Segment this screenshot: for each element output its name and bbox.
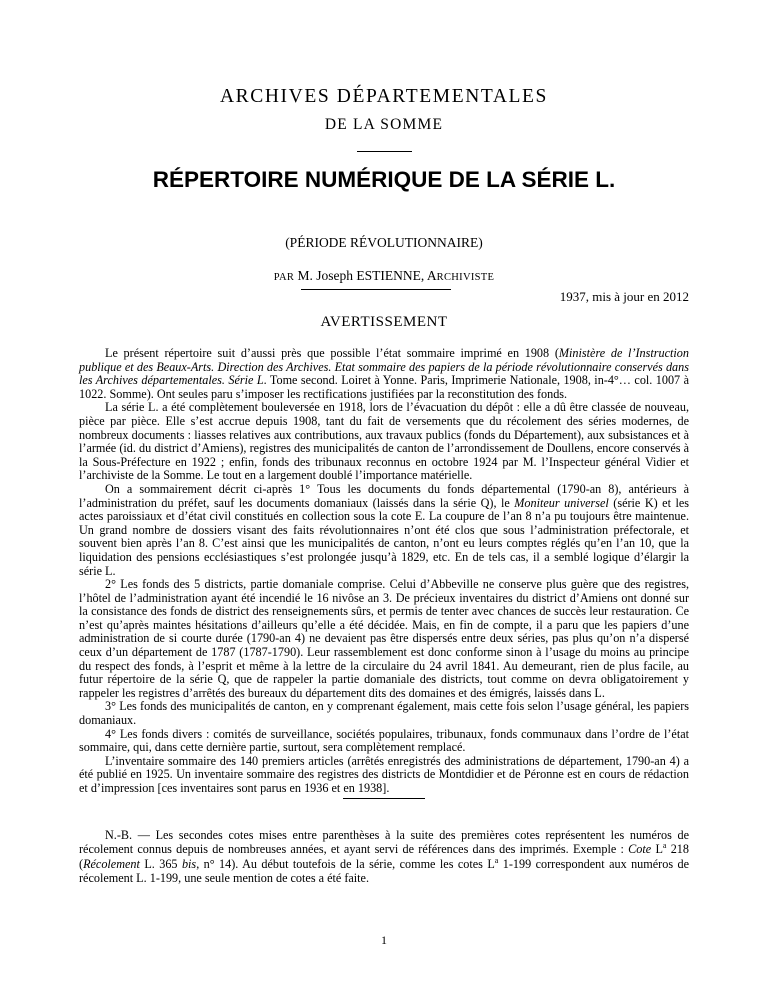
section-heading: AVERTISSEMENT [320, 314, 448, 330]
author-line [0, 268, 768, 284]
archive-title: ARCHIVES DÉPARTEMENTALES [219, 86, 548, 107]
author-role-initial: A [426, 268, 437, 283]
author-prefix: PAR [273, 272, 295, 283]
paragraph: 2° Les fonds des 5 districts, partie domaniale comprise. Celui d’Abbeville ne conserve plus guère que des registres, l’hôtel de l’administration ayant été incendié le 16 nivôse an 3. De précieux inventaires du district d’Amiens ont donné sur la consistance des fonds de district des renseignements sûrs, et permis de tenter avec chances de succès leur restauration. Ce n’est qu’après maintes hésitations d’ailleurs qu’elle a été décidée. Mais, en fin de compte, il a paru que les papiers d’une administration de si courte durée (1790-an 4) ne devaient pas être dispersés entre deux séries, pas plus qu’on n’a dispersé ceux d’un département de 1787 (1787-1790). Leur rassemblement est donc conforme sinon à l’usage du moins au principe du respect des fonds, à l’esprit et même à la lettre de la circulaire du 24 avril 1841. Au demeurant, rien de plus facile, au futur répertoire de la série Q, que de rappeler la partie domaniale des districts, tout comme on devra obligatoirement y rappeler les registres d’arrêtés des bureaux du département dits des domaines et des émigrés, laissés dans L. [79, 577, 689, 700]
paragraph: 4° Les fonds divers : comités de surveillance, sociétés populaires, tribunaux, fonds communaux dans l’ordre de l’état sommaire, qui, dans cette dernière partie, surtout, sera complètement remplacé. [79, 726, 689, 755]
paragraph: L’inventaire sommaire des 140 premiers articles (arrêtés enregistrés des administrations de département, 1790-an 4) a été publié en 1925. Un inventaire sommaire des registres des districts de Montdidier et de Péronne est en cours de rédaction et d’impression [ces inventaires sont parus en 1936 et en 1938]. [79, 753, 689, 795]
short-divider [357, 151, 412, 152]
page-number: 1 [381, 933, 387, 947]
author-name: M. Joseph ESTIENNE, [294, 268, 427, 283]
paragraph: 3° Les fonds des municipalités de canton, en y comprenant également, mais cette fois selon l’usage général, les papiers domaniaux. [79, 699, 689, 728]
archive-subtitle: DE LA SOMME [324, 116, 444, 133]
page-title: RÉPERTOIRE NUMÉRIQUE DE LA SÉRIE L. [152, 167, 616, 192]
divider [343, 798, 425, 799]
divider [301, 289, 451, 290]
footnote: N.-B. — Les secondes cotes mises entre parenthèses à la suite des premières cotes représentent les numéros de récolement connus depuis de nombreuses années, et ayant servi de références dans des imprimés. Exemple : Cote $L^a$ 218 (Récolement L. 365 bis, n° 14). Au début toutefois de la série, comme les cotes $L^a$ 1-199 correspondent aux numéros de récolement L. 1-199, une seule mention de cotes a été faite. [79, 828, 689, 886]
period-subtitle: (PÉRIODE RÉVOLUTIONNAIRE) [285, 235, 483, 250]
paragraph: Le présent répertoire suit d’aussi près que possible l’état sommaire imprimé en 1908 (Ministère de l’Instruction publique et des Beaux-Arts. Direction des Archives. Etat sommaire des papiers de la période révolutionnaire conservés dans les Archives départementales. Série L. Tome second. Loiret à Yonne. Paris, Imprimerie Nationale, 1908, in-4°… col. 1007 à 1022. Somme). Ont seules paru s’imposer les rectifications justifiées par la reconstitution des fonds. [79, 346, 689, 401]
paragraph: On a sommairement décrit ci-après 1° Tous les documents du fonds départemental (1790-an 8), antérieurs à l’administration du préfet, sauf les documents domaniaux (laissés dans la série Q), le Moniteur universel (série K) et les actes paroissiaux et d’état civil constitués en collection sous la cote E. La coupure de l’an 8 n’a pu toujours être maintenue. Un grand nombre de dossiers visant des faits révolutionnaires n’ont été clos que sous l’administration préfectorale, et souvent bien après l’an 8. C’est ainsi que les municipalités de canton, n’ont eu leurs comptes réglés qu’en l’an 10, que la liquidation des pensions ecclésiastiques s’est prolongée jusqu’à 1829, etc. En de tels cas, il a semblé logique d’élargir la série L. [79, 481, 689, 578]
body-text [79, 347, 689, 796]
paragraph: La série L. a été complètement bouleversée en 1918, lors de l’évacuation du dépôt : elle a dû être classée de nouveau, pièce par pièce. Elle s’est accrue depuis 1908, tant du fait de versements que du récolement des séries modernes, de nombreux documents : liasses relatives aux contributions, aux travaux publics (fonds du Département), aux subsistances et à l’armée (id. du district d’Amiens), registres des municipalités de canton de l’arrondissement de Doullens, encore conservés à la Sous-Préfecture en 1922 ; enfin, fonds des tribunaux reconnus en octobre 1924 par M. l’Inspecteur général Vidier et l’archiviste de la Somme. Le tout en a largement doublé l’importance matérielle. [79, 400, 689, 483]
author-role: RCHIVISTE [436, 272, 495, 283]
date-note: 1937, mis à jour en 2012 [559, 289, 689, 304]
